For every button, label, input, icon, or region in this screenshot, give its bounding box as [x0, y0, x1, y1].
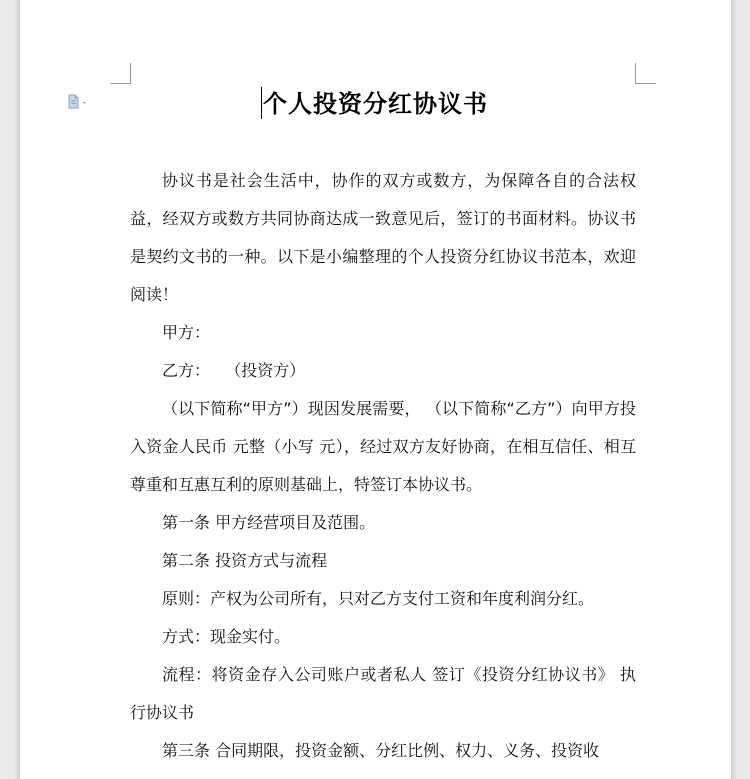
paragraph-party-b: 乙方： （投资方）	[162, 361, 306, 380]
paragraph-method: 方式：现金实付。	[162, 627, 291, 646]
paragraph-article-2: 第二条 投资方式与流程	[162, 551, 328, 570]
paragraph-intro: 协议书是社会生活中，协作的双方或数方，为保障各自的合法权益，经双方或数方共同协商达成一致意见后，签订的书面材料。协议书是契约文书的一种。以下是小编整理的个人投资分红协议书范本，欢迎阅读！	[130, 171, 636, 304]
paragraph-process: 流程：将资金存入公司账户或者私人 签订《投资分红协议书》 执行协议书	[130, 665, 636, 722]
document-body[interactable]	[130, 162, 636, 770]
paragraph-preamble: （以下简称“甲方”）现因发展需要， （以下简称“乙方”）向甲方投入资金人民币 元整（小写 元），经过双方友好协商，在相互信任、相互尊重和互惠互利的原则基础上，特签订本协议书。	[130, 399, 636, 494]
document-title: 个人投资分红协议书	[263, 89, 488, 118]
paragraph-article-1: 第一条 甲方经营项目及范围。	[162, 513, 376, 532]
margin-corner-top-right	[635, 63, 656, 84]
document-page[interactable]	[20, 0, 731, 779]
paragraph-principle: 原则：产权为公司所有，只对乙方支付工资和年度利润分红。	[162, 589, 595, 608]
page-shadow-right	[731, 0, 737, 779]
paragraph-article-3: 第三条 合同期限，投资金额、分红比例、权力、义务、投资收	[162, 741, 600, 760]
margin-corner-top-left	[110, 63, 131, 84]
paragraph-party-a: 甲方：	[162, 323, 211, 342]
